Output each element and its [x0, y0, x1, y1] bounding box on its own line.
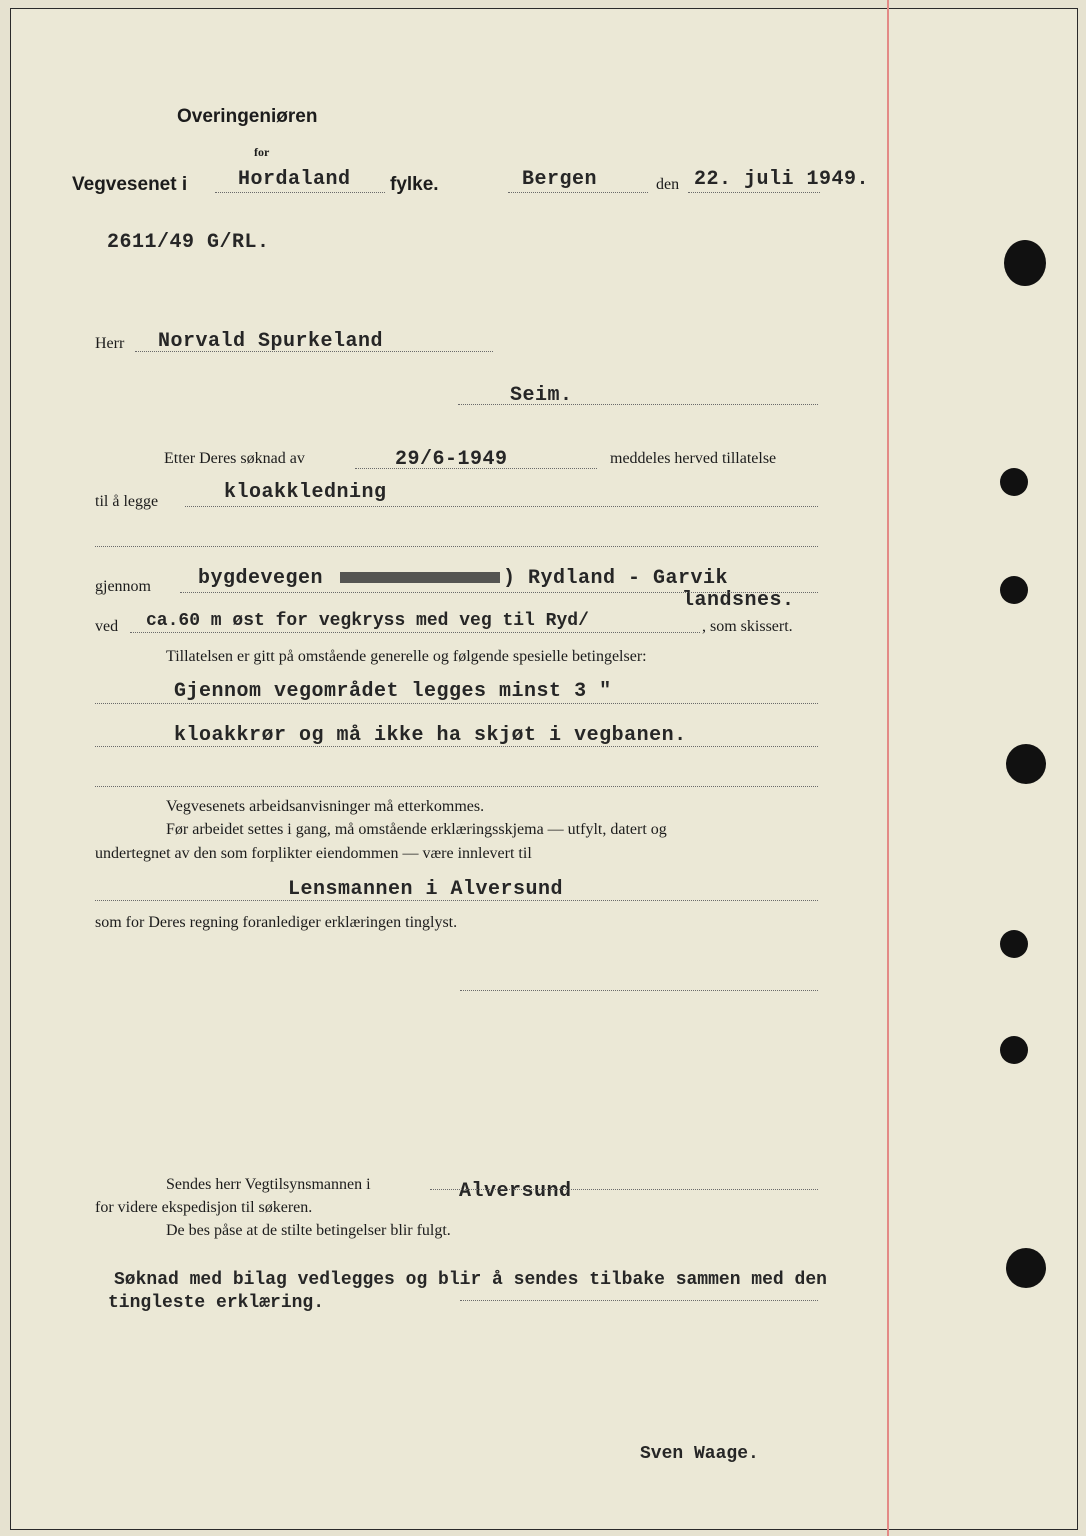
county-field: Hordaland — [238, 168, 351, 191]
ved-label: ved — [95, 618, 119, 635]
herr-label: Herr — [95, 335, 125, 352]
application-date-line — [355, 468, 597, 469]
what-field: kloakkledning — [224, 481, 387, 504]
condition-dotted-line-2 — [95, 746, 818, 747]
sendes-place: Alversund — [459, 1180, 572, 1203]
condition-line-2: kloakkrør og må ikke ha skjøt i vegbanen. — [174, 724, 687, 747]
date-field: 22. juli 1949. — [694, 168, 870, 191]
note-line-2: tingleste erklæring. — [108, 1293, 325, 1313]
sendes-line-2: for videre ekspedisjon til søkeren. — [95, 1199, 313, 1216]
letterhead-prefix: Vegvesenet i — [72, 174, 188, 195]
through-field-insert: landsnes. — [682, 589, 795, 612]
som-skissert-label: , som skissert. — [702, 618, 793, 635]
sendes-dotted-line — [430, 1189, 818, 1190]
recipient-place: Seim. — [510, 384, 573, 407]
instructions-line-1: Vegvesenets arbeidsanvisninger må etterkommes. — [166, 798, 485, 815]
punch-hole — [1006, 744, 1046, 784]
instructions-line-2: Før arbeidet settes i gang, må omstående erklæringsskjema — utfylt, datert og — [166, 821, 667, 838]
through-dotted-line — [180, 592, 818, 593]
recipient-dotted-line — [135, 351, 493, 352]
punch-hole — [1000, 1036, 1028, 1064]
application-date: 29/6-1949 — [395, 448, 508, 471]
til-a-legge-label: til å legge — [95, 493, 159, 510]
condition-line-1: Gjennom vegområdet legges minst 3 " — [174, 680, 612, 703]
place-dotted-line — [508, 192, 648, 193]
punch-hole — [1000, 576, 1028, 604]
note-line-1: Søknad med bilag vedlegges og blir å sendes tilbake sammen med den — [114, 1270, 827, 1290]
location-dotted-line — [130, 632, 700, 633]
signature: Sven Waage. — [640, 1444, 759, 1464]
through-field: bygdevegen — [198, 567, 324, 590]
reference-number: 2611/49 G/RL. — [107, 231, 270, 254]
conditions-intro: Tillatelsen er gitt på omstående generelle og følgende spesielle betingelser: — [166, 648, 647, 665]
recipient-name: Norvald Spurkeland — [158, 330, 384, 353]
recipient-place-line — [458, 404, 818, 405]
through-field-rest: ) Rydland - Garvik — [503, 567, 729, 590]
note-dotted-line — [460, 1300, 818, 1301]
struck-out-text — [340, 572, 500, 583]
county-dotted-line — [215, 192, 385, 193]
den-label: den — [656, 176, 680, 193]
etter-label: Etter Deres søknad av — [164, 450, 305, 467]
deliver-to-dotted-line — [95, 900, 818, 901]
date-dotted-line — [688, 192, 820, 193]
sendes-line-3: De bes påse at de stilte betingelser blir fulgt. — [166, 1222, 451, 1239]
punch-hole — [1000, 468, 1028, 496]
deliver-to-field: Lensmannen i Alversund — [288, 878, 564, 901]
condition-dotted-line-3 — [95, 786, 818, 787]
gjennom-label: gjennom — [95, 578, 151, 595]
margin-line — [887, 0, 889, 1536]
sendes-line-1: Sendes herr Vegtilsynsmannen i — [166, 1176, 371, 1193]
instructions-line-3: undertegnet av den som forplikter eiendommen — være innlevert til — [95, 845, 532, 862]
punch-hole — [1000, 930, 1028, 958]
blank-dotted-line — [95, 546, 818, 547]
condition-dotted-line-1 — [95, 703, 818, 704]
punch-hole — [1006, 1248, 1046, 1288]
what-dotted-line — [185, 506, 818, 507]
place-field: Bergen — [522, 168, 598, 191]
punch-hole — [1004, 240, 1046, 286]
meddeles-label: meddeles herved tillatelse — [610, 450, 777, 467]
registration-text: som for Deres regning foranlediger erklæringen tinglyst. — [95, 914, 458, 931]
signature-dotted-line-top — [460, 990, 818, 991]
letterhead-for: for — [254, 145, 270, 159]
letterhead-title: Overingeniøren — [177, 106, 318, 127]
letterhead-fylke: fylke. — [390, 174, 439, 195]
location-field: ca.60 m øst for vegkryss med veg til Ryd/ — [146, 611, 589, 631]
